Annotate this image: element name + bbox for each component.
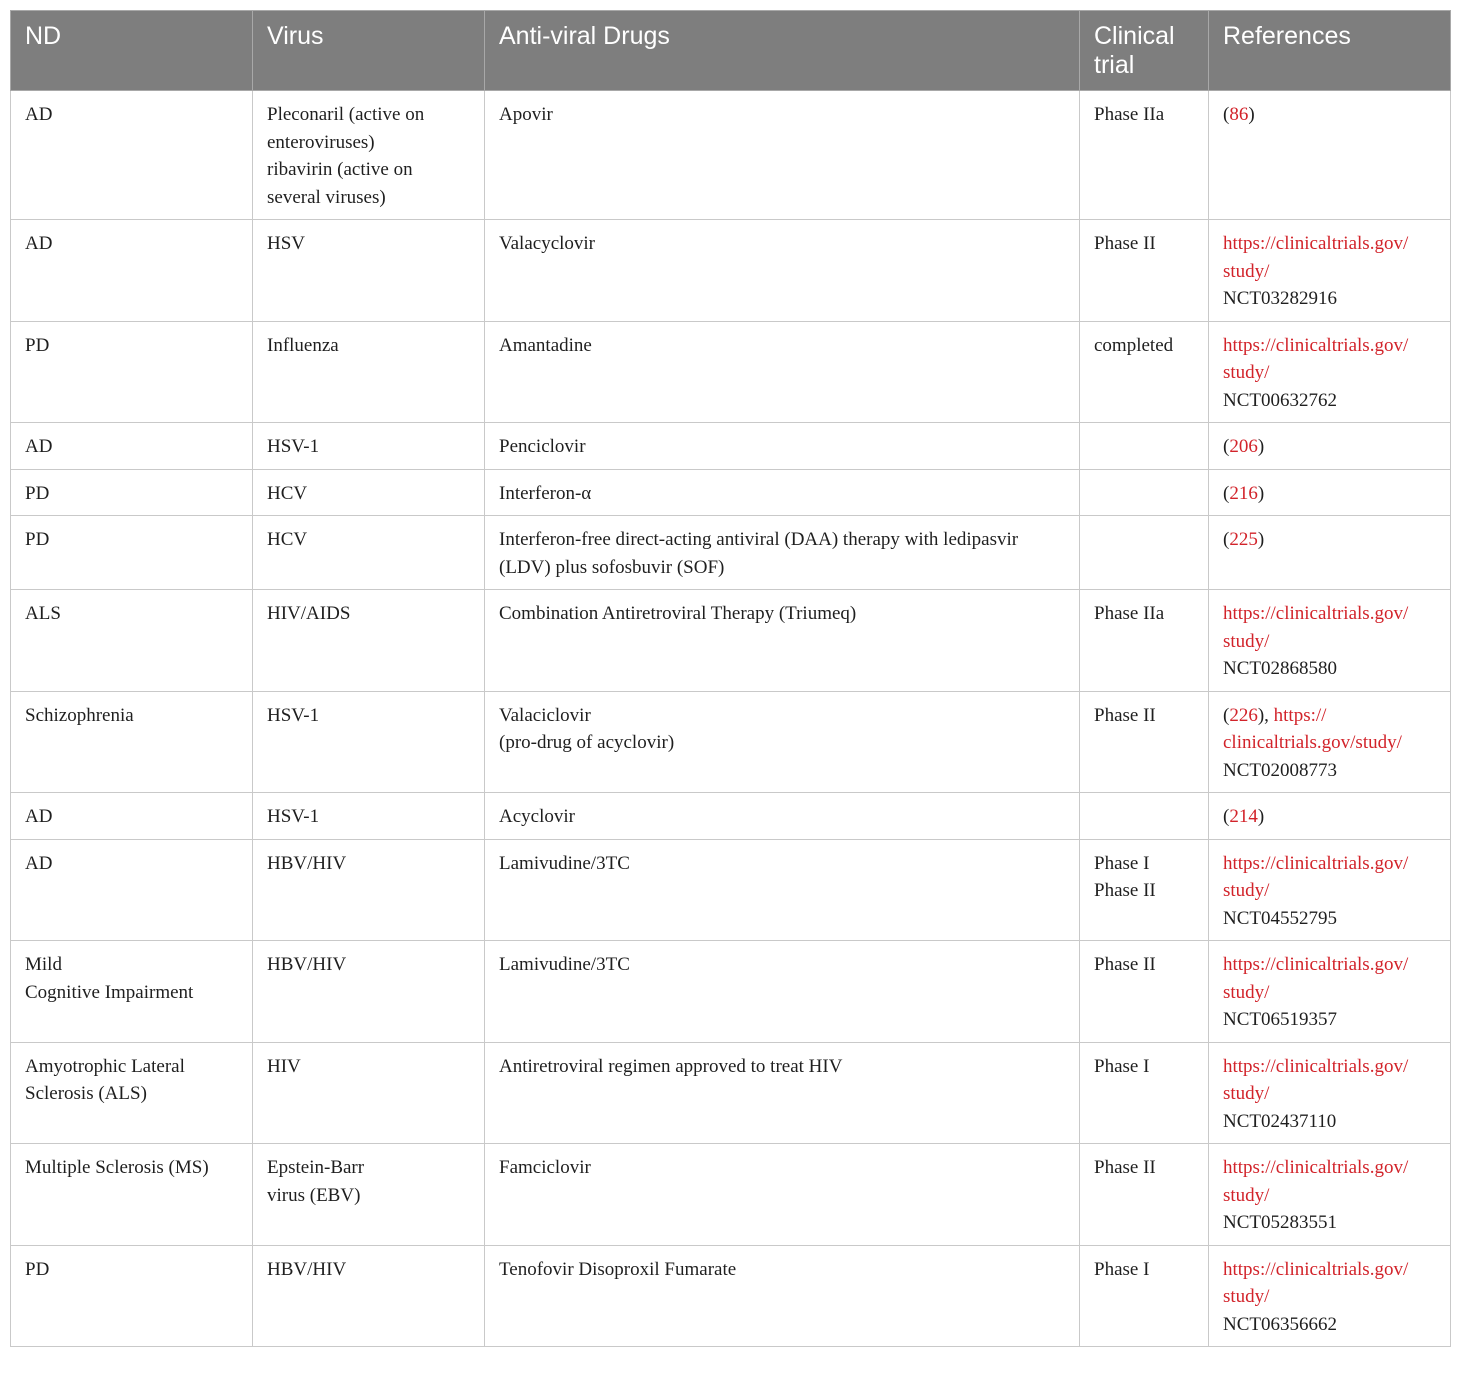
header-row (11, 11, 1451, 91)
table-row (11, 91, 1451, 220)
cell-line: HBV/HIV (267, 1258, 347, 1280)
reference-text: ( (1223, 704, 1230, 726)
cell-line (1223, 1209, 1438, 1237)
cell-references (1209, 793, 1451, 840)
reference-text: NCT05283551 (1223, 1212, 1337, 1233)
reference-text: ) (1257, 529, 1265, 550)
header-references: References (1209, 11, 1451, 91)
cell-line: HCV (267, 482, 308, 504)
cell-line: Mild (25, 954, 62, 975)
cell-line (1223, 526, 1438, 554)
cell-clinical-trial (1080, 1042, 1209, 1144)
cell-line: Interferon-α (499, 482, 592, 504)
cell-line (1223, 1182, 1438, 1210)
cell-anti-viral-drugs (485, 1042, 1080, 1144)
cell-virus (253, 516, 485, 590)
reference-text: ( (1223, 104, 1230, 125)
cell-references (1209, 941, 1451, 1043)
reference-text: ( (1223, 436, 1230, 457)
cell-nd (11, 91, 253, 220)
cell-line (1223, 628, 1438, 656)
cell-line (1223, 332, 1438, 360)
cell-references (1209, 423, 1451, 470)
reference-link[interactable]: https://clinicaltrials.gov/ (1223, 852, 1409, 874)
reference-link[interactable]: study/ (1223, 981, 1270, 1003)
cell-nd (11, 423, 253, 470)
cell-line: Antiretroviral regimen approved to treat HIV (499, 1055, 843, 1077)
cell-line: Lamivudine/3TC (499, 954, 630, 975)
cell-line: completed (1094, 334, 1174, 356)
cell-line (1223, 1080, 1438, 1108)
cell-clinical-trial (1080, 91, 1209, 220)
cell-line (1223, 951, 1438, 979)
reference-text: ( (1223, 482, 1230, 504)
cell-references (1209, 516, 1451, 590)
cell-virus (253, 1245, 485, 1347)
cell-clinical-trial (1080, 321, 1209, 423)
cell-line: Combination Antiretroviral Therapy (Triumeq) (499, 603, 857, 624)
table-row (11, 793, 1451, 840)
cell-line: Pleconaril (active on (267, 104, 425, 125)
reference-link[interactable]: 214 (1229, 806, 1258, 827)
cell-line: HBV/HIV (267, 954, 347, 975)
cell-line: Phase IIa (1094, 603, 1165, 624)
reference-link[interactable]: https://clinicaltrials.gov/ (1223, 1055, 1409, 1077)
cell-line: HSV-1 (267, 704, 320, 726)
table-row (11, 1245, 1451, 1347)
reference-link[interactable]: https://clinicaltrials.gov/ (1223, 1258, 1409, 1280)
reference-link[interactable]: study/ (1223, 630, 1270, 652)
cell-line: Famciclovir (499, 1157, 591, 1178)
table-row (11, 469, 1451, 516)
cell-line: Lamivudine/3TC (499, 852, 630, 874)
cell-line: Tenofovir Disoproxil Fumarate (499, 1258, 737, 1280)
cell-line (1223, 1108, 1438, 1136)
cell-nd (11, 941, 253, 1043)
cell-references (1209, 91, 1451, 220)
cell-line (1223, 655, 1438, 683)
header-anti-viral-drugs: Anti-viral Drugs (485, 11, 1080, 91)
reference-link[interactable]: 86 (1229, 104, 1249, 125)
table-row (11, 839, 1451, 941)
cell-references (1209, 220, 1451, 322)
cell-line (1223, 803, 1438, 831)
cell-clinical-trial (1080, 1245, 1209, 1347)
cell-references (1209, 839, 1451, 941)
reference-text: ( (1223, 529, 1230, 550)
cell-line: Phase I (1094, 852, 1150, 874)
cell-line: Acyclovir (499, 806, 575, 827)
cell-line: PD (25, 334, 50, 356)
cell-anti-viral-drugs (485, 1144, 1080, 1246)
cell-virus (253, 91, 485, 220)
header-clinical-trial: Clinical trial (1080, 11, 1209, 91)
table-row (11, 423, 1451, 470)
cell-line: Phase II (1094, 704, 1156, 726)
cell-nd (11, 321, 253, 423)
cell-anti-viral-drugs (485, 1245, 1080, 1347)
cell-line: PD (25, 1258, 50, 1280)
cell-nd (11, 220, 253, 322)
table-row (11, 590, 1451, 692)
cell-line: Influenza (267, 334, 339, 356)
cell-virus (253, 839, 485, 941)
table-row (11, 220, 1451, 322)
cell-anti-viral-drugs (485, 516, 1080, 590)
reference-link[interactable]: 225 (1229, 529, 1258, 550)
cell-line: ALS (25, 603, 61, 624)
cell-line: Amantadine (499, 334, 592, 356)
cell-line: Multiple Sclerosis (MS) (25, 1157, 209, 1178)
cell-line: virus (EBV) (267, 1184, 361, 1206)
cell-line: AD (25, 806, 53, 827)
cell-virus (253, 1144, 485, 1246)
cell-anti-viral-drugs (485, 590, 1080, 692)
reference-text: ) (1257, 806, 1265, 827)
cell-line (1223, 905, 1438, 933)
cell-line (1223, 702, 1438, 730)
cell-anti-viral-drugs (485, 941, 1080, 1043)
reference-link[interactable]: clinicaltrials.gov/study/ (1223, 732, 1402, 753)
cell-nd (11, 1144, 253, 1246)
reference-link[interactable]: https:// (1273, 704, 1327, 726)
reference-link[interactable]: study/ (1223, 880, 1270, 901)
reference-link[interactable]: study/ (1223, 362, 1270, 383)
cell-line: HIV (267, 1055, 301, 1077)
antiviral-drugs-table (10, 10, 1451, 1347)
cell-references (1209, 590, 1451, 692)
cell-line: Cognitive Impairment (25, 981, 194, 1003)
cell-line (1223, 285, 1438, 313)
cell-line: Valacyclovir (499, 233, 596, 254)
cell-references (1209, 321, 1451, 423)
cell-line (1223, 433, 1438, 461)
reference-text: ), (1257, 704, 1274, 726)
cell-anti-viral-drugs (485, 469, 1080, 516)
reference-text: ) (1257, 482, 1265, 504)
cell-line: AD (25, 233, 53, 254)
cell-line: HBV/HIV (267, 852, 347, 874)
reference-text: ( (1223, 806, 1230, 827)
cell-virus (253, 469, 485, 516)
cell-nd (11, 691, 253, 793)
cell-line: Apovir (499, 104, 553, 125)
cell-clinical-trial (1080, 1144, 1209, 1246)
cell-line: (pro-drug of acyclovir) (499, 732, 675, 753)
cell-line: HSV-1 (267, 436, 320, 457)
cell-line (1223, 1154, 1438, 1182)
reference-link[interactable]: study/ (1223, 260, 1270, 282)
reference-link[interactable]: https://clinicaltrials.gov/ (1223, 233, 1409, 254)
cell-references (1209, 469, 1451, 516)
reference-text: ) (1248, 104, 1255, 125)
cell-line: PD (25, 529, 50, 550)
reference-link[interactable]: 216 (1229, 482, 1258, 504)
cell-line (1223, 729, 1438, 757)
cell-nd (11, 590, 253, 692)
cell-line (1223, 387, 1438, 415)
cell-nd (11, 516, 253, 590)
cell-clinical-trial (1080, 941, 1209, 1043)
cell-line (1223, 600, 1438, 628)
cell-line: Phase II (1094, 233, 1156, 254)
cell-clinical-trial (1080, 839, 1209, 941)
cell-line: AD (25, 104, 53, 125)
reference-text: ) (1257, 436, 1265, 457)
reference-link[interactable]: https://clinicaltrials.gov/ (1223, 954, 1409, 975)
cell-line (1223, 230, 1438, 258)
cell-line (1223, 1283, 1438, 1311)
cell-line: Valaciclovir (499, 704, 591, 726)
reference-text: NCT06356662 (1223, 1313, 1337, 1335)
cell-line: Schizophrenia (25, 704, 134, 726)
cell-clinical-trial (1080, 220, 1209, 322)
cell-line: ribavirin (active on (267, 159, 413, 180)
cell-virus (253, 941, 485, 1043)
cell-line (1223, 101, 1438, 129)
reference-link[interactable]: https://clinicaltrials.gov/ (1223, 334, 1409, 356)
table-row (11, 516, 1451, 590)
cell-line (1223, 877, 1438, 905)
cell-nd (11, 793, 253, 840)
header-nd: ND (11, 11, 253, 91)
cell-nd (11, 1042, 253, 1144)
table-row (11, 1144, 1451, 1246)
reference-text: NCT04552795 (1223, 907, 1337, 929)
table-row (11, 691, 1451, 793)
cell-line: HIV/AIDS (267, 603, 351, 624)
table-body (11, 91, 1451, 1347)
cell-references (1209, 1144, 1451, 1246)
cell-line: PD (25, 482, 50, 504)
cell-clinical-trial (1080, 516, 1209, 590)
cell-line: AD (25, 436, 53, 457)
cell-line (1223, 979, 1438, 1007)
cell-nd (11, 839, 253, 941)
cell-line: HSV-1 (267, 806, 320, 827)
cell-line (1223, 1256, 1438, 1284)
cell-virus (253, 321, 485, 423)
cell-virus (253, 423, 485, 470)
reference-link[interactable]: 206 (1229, 436, 1258, 457)
cell-nd (11, 469, 253, 516)
cell-virus (253, 691, 485, 793)
reference-text: NCT03282916 (1223, 288, 1337, 309)
cell-clinical-trial (1080, 469, 1209, 516)
cell-clinical-trial (1080, 590, 1209, 692)
reference-text: NCT06519357 (1223, 1009, 1337, 1030)
cell-virus (253, 793, 485, 840)
reference-link[interactable]: https://clinicaltrials.gov/ (1223, 603, 1409, 624)
cell-anti-viral-drugs (485, 839, 1080, 941)
cell-anti-viral-drugs (485, 793, 1080, 840)
cell-clinical-trial (1080, 691, 1209, 793)
cell-line: Penciclovir (499, 436, 586, 457)
cell-line (1223, 359, 1438, 387)
cell-line: HCV (267, 529, 308, 550)
cell-line: Phase II (1094, 954, 1156, 975)
reference-link[interactable]: study/ (1223, 1184, 1270, 1206)
cell-references (1209, 1245, 1451, 1347)
cell-line (1223, 480, 1438, 508)
cell-line (1223, 1311, 1438, 1339)
header-virus: Virus (253, 11, 485, 91)
cell-line (1223, 258, 1438, 286)
cell-line: Sclerosis (ALS) (25, 1083, 147, 1104)
cell-clinical-trial (1080, 423, 1209, 470)
table-row (11, 321, 1451, 423)
cell-line: Epstein-Barr (267, 1157, 365, 1178)
reference-text: NCT02437110 (1223, 1110, 1337, 1132)
cell-line: enteroviruses) (267, 131, 375, 153)
cell-virus (253, 1042, 485, 1144)
table-row (11, 1042, 1451, 1144)
reference-text: NCT02008773 (1223, 759, 1337, 781)
reference-link[interactable]: 226 (1229, 704, 1258, 726)
cell-line (1223, 757, 1438, 785)
reference-link[interactable]: https://clinicaltrials.gov/ (1223, 1157, 1409, 1178)
cell-clinical-trial (1080, 793, 1209, 840)
table-header (11, 11, 1451, 91)
cell-line: Phase I (1094, 1055, 1150, 1077)
cell-virus (253, 220, 485, 322)
cell-anti-viral-drugs (485, 91, 1080, 220)
cell-anti-viral-drugs (485, 423, 1080, 470)
cell-references (1209, 691, 1451, 793)
cell-anti-viral-drugs (485, 321, 1080, 423)
cell-line: Phase II (1094, 1157, 1156, 1178)
cell-anti-viral-drugs (485, 691, 1080, 793)
cell-line: AD (25, 852, 53, 874)
cell-line (1223, 850, 1438, 878)
cell-anti-viral-drugs (485, 220, 1080, 322)
cell-line: Interferon-free direct-acting antiviral (DAA) therapy with ledipasvir (499, 529, 1019, 550)
cell-references (1209, 1042, 1451, 1144)
cell-line: HSV (267, 233, 306, 254)
table-row (11, 941, 1451, 1043)
cell-line: several viruses) (267, 186, 386, 208)
cell-line: Amyotrophic Lateral (25, 1055, 185, 1077)
reference-link[interactable]: study/ (1223, 1083, 1270, 1104)
cell-line: Phase IIa (1094, 104, 1165, 125)
cell-virus (253, 590, 485, 692)
cell-line (1223, 1053, 1438, 1081)
reference-text: NCT02868580 (1223, 658, 1337, 679)
cell-nd (11, 1245, 253, 1347)
reference-text: NCT00632762 (1223, 389, 1337, 411)
cell-line (1223, 1006, 1438, 1034)
cell-line: Phase I (1094, 1258, 1150, 1280)
cell-line: Phase II (1094, 880, 1156, 901)
cell-line: (LDV) plus sofosbuvir (SOF) (499, 556, 725, 578)
reference-link[interactable]: study/ (1223, 1286, 1270, 1307)
